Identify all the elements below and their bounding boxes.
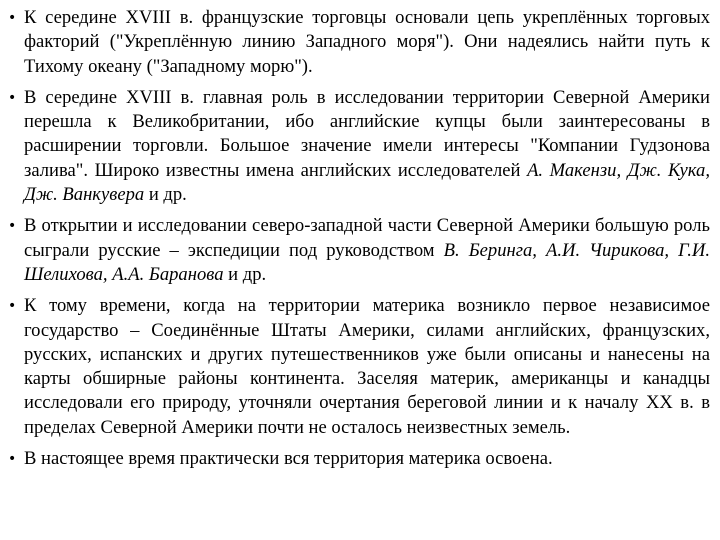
- list-item: [8, 447, 710, 471]
- list-item: [8, 214, 710, 287]
- paragraph-text: [24, 215, 710, 285]
- italic-names: В. Беринга, А.И. Чирикова, Г.И. Шелихова, А.А. Баранова: [24, 239, 711, 285]
- list-item: [8, 294, 710, 440]
- text-run: и др.: [144, 184, 187, 206]
- bullet-icon: •: [8, 10, 17, 26]
- bullet-list: [8, 6, 710, 471]
- text-run: В середине XVIII в. главная роль в исследовании территории Северной Америки перешла к Великобритании, ибо английские купцы были заинтересованы в расширении торговли. Большое значение имели интересы "Компании Гудзонова залива". Широко известны имена английских исследователей: [24, 86, 710, 181]
- text-run: К тому времени, когда на территории материка возникло первое независимое государство – Соединённые Штаты Америки, силами английских, французских, русских, испанских и других путешественников уже были описаны и нанесены на карты обширные районы континента. Заселяя материк, американцы и канадцы исследовали его природу, уточняли очертания береговой линии и к началу XX в. в пределах Северной Америки почти не осталось неизвестных земель.: [24, 295, 710, 438]
- text-run: К середине XVIII в. французские торговцы основали цепь укреплённых торговых факторий ("Укреплённую линию Западного моря"). Они надеялись найти путь к Тихому океану ("Западному морю").: [24, 7, 710, 77]
- text-run: В настоящее время практически вся территория материка освоена.: [24, 448, 553, 470]
- paragraph-text: [24, 295, 710, 437]
- text-run: В открытии и исследовании северо-западной части Северной Америки большую роль сыграли русские – экспедиции под руководством: [24, 215, 710, 261]
- text-run: и др.: [223, 263, 267, 285]
- paragraph-text: [24, 7, 710, 77]
- bullet-icon: •: [8, 218, 17, 235]
- bullet-icon: •: [8, 89, 17, 106]
- italic-names: А. Макензи, Дж. Кука, Дж. Ванкувера: [24, 159, 710, 206]
- bullet-icon: •: [8, 451, 17, 468]
- paragraph-text: [24, 87, 710, 205]
- paragraph-text: [24, 448, 553, 469]
- list-item: [8, 86, 710, 207]
- list-item: [8, 6, 710, 79]
- bullet-icon: •: [8, 298, 17, 315]
